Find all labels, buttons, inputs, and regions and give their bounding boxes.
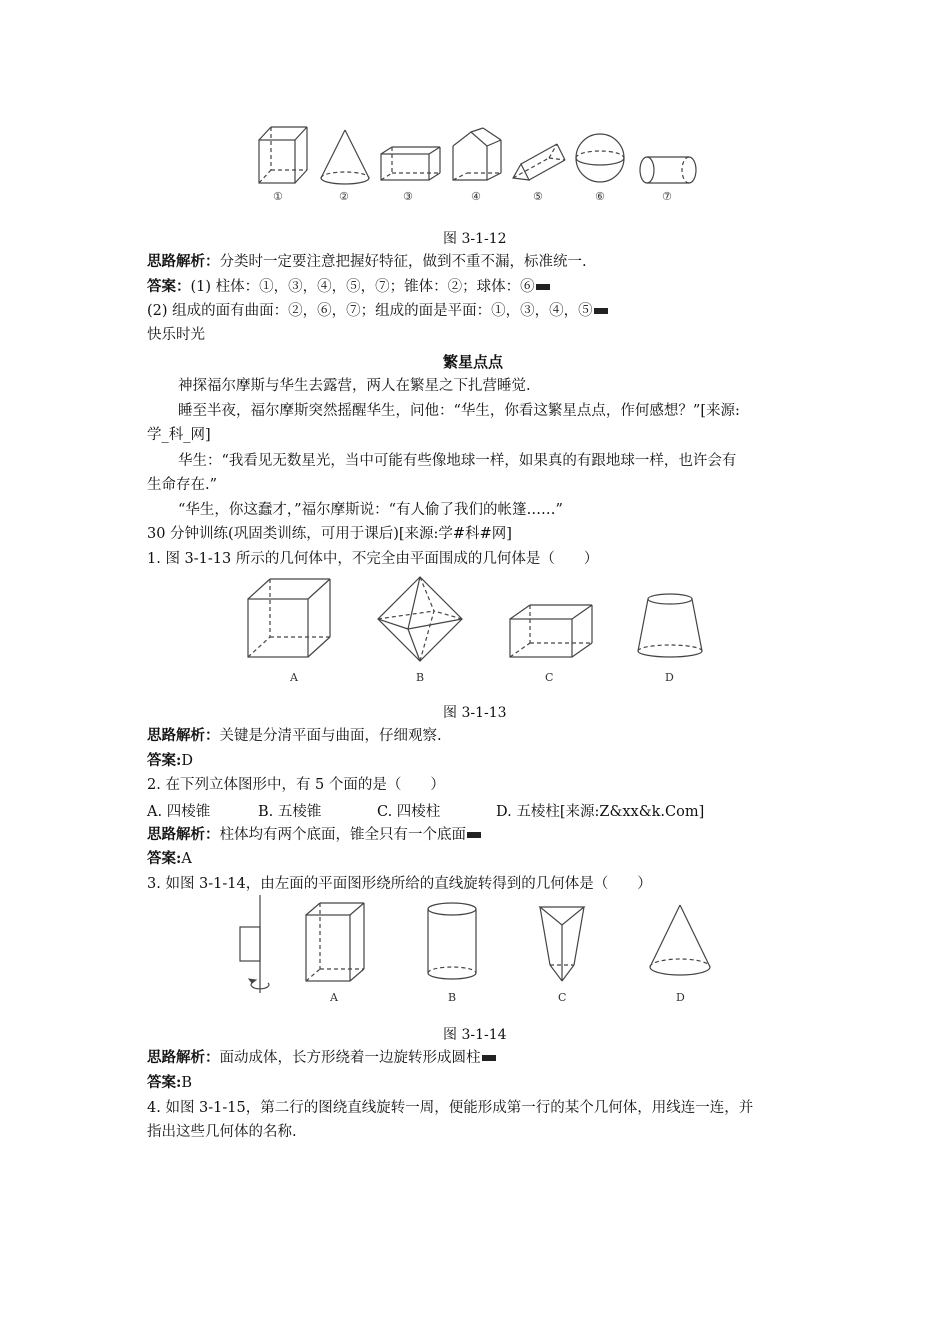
hint-text: 分类时一定要注意把握好特征，做到不重不漏，标准统一. bbox=[219, 254, 587, 270]
fig14-label-A: A bbox=[330, 991, 338, 1004]
hint-q3 bbox=[147, 1048, 496, 1068]
answer-text: A bbox=[181, 851, 192, 867]
fig12-label-6: ⑥ bbox=[595, 190, 605, 203]
triangular-prism-shape-C bbox=[540, 907, 584, 981]
question-2: 2. 在下列立体图形中，有 5 个面的是（ ） bbox=[147, 777, 445, 793]
fig13-label-C: C bbox=[545, 671, 554, 684]
hint-text: 面动成体，长方形绕着一边旋转形成圆柱 bbox=[219, 1050, 481, 1066]
fig14-label-D: D bbox=[676, 991, 685, 1004]
hint-12 bbox=[147, 252, 587, 272]
hint-text: 关键是分清平面与曲面，仔细观察. bbox=[219, 728, 442, 744]
triangular-prism-shape-5 bbox=[513, 144, 565, 180]
cone-shape-D bbox=[650, 905, 710, 975]
frustum-shape-D bbox=[638, 594, 702, 657]
pentagonal-prism-shape-4 bbox=[453, 128, 501, 180]
answer-text-1: (1) 柱体：①，③，④，⑤，⑦；锥体：②；球体：⑥ bbox=[190, 279, 535, 295]
fig12-label-3: ③ bbox=[403, 190, 413, 203]
figure-caption-3-1-13: 图 3-1-13 bbox=[443, 705, 507, 721]
mark-block bbox=[482, 1055, 496, 1061]
q2-option-B: B. 五棱锥 bbox=[258, 804, 322, 820]
cylinder-shape-B bbox=[428, 903, 476, 979]
q2-option-A: A. 四棱锥 bbox=[147, 804, 211, 820]
figure-3-1-14 bbox=[232, 895, 712, 1010]
cuboid-shape-C bbox=[510, 605, 592, 657]
answer-label: 答案： bbox=[147, 278, 191, 295]
story-p3a: 华生：“我看见无数星光，当中可能有些像地球一样，如果真的有跟地球一样，也许会有 bbox=[178, 453, 737, 469]
cube-shape-A bbox=[248, 579, 330, 657]
hint-q2 bbox=[147, 825, 481, 845]
hint-label: 思路解析： bbox=[147, 1049, 220, 1066]
octahedron-shape-B bbox=[378, 577, 462, 661]
cuboid-shape-3 bbox=[381, 147, 440, 180]
hint-label: 思路解析： bbox=[147, 253, 220, 270]
answer-q1 bbox=[147, 751, 193, 771]
hint-label: 思路解析： bbox=[147, 727, 220, 744]
figure-3-1-13 bbox=[240, 575, 710, 685]
mark-block bbox=[594, 308, 608, 314]
rotating-rectangle-figure bbox=[240, 895, 269, 993]
story-p1: 神探福尔摩斯与华生去露营，两人在繁星之下扎营睡觉. bbox=[178, 378, 531, 394]
fig13-label-B: B bbox=[416, 671, 425, 684]
fig13-label-D: D bbox=[665, 671, 674, 684]
figure-3-1-12 bbox=[245, 118, 705, 213]
answer-q3 bbox=[147, 1073, 192, 1093]
q2-option-C: C. 四棱柱 bbox=[377, 804, 441, 820]
sphere-shape-6 bbox=[576, 134, 624, 182]
cuboid-shape-A bbox=[306, 903, 364, 981]
story-p3b: 生命存在.” bbox=[147, 477, 218, 493]
fig12-label-5: ⑤ bbox=[533, 190, 543, 203]
answer-12-line2 bbox=[147, 301, 608, 321]
answer-q2 bbox=[147, 849, 192, 869]
mark-block bbox=[467, 832, 481, 838]
section-happy-time: 快乐时光 bbox=[147, 327, 205, 343]
fig12-label-4: ④ bbox=[471, 190, 481, 203]
story-p4: “华生，你这蠢才，”福尔摩斯说：“有人偷了我们的帐篷……” bbox=[178, 502, 563, 518]
q2-option-D: D. 五棱柱[来源:Z&xx&k.Com] bbox=[496, 804, 705, 820]
hint-text: 柱体均有两个底面，锥全只有一个底面 bbox=[219, 827, 466, 843]
mark-block bbox=[536, 284, 550, 290]
fig14-label-C: C bbox=[558, 991, 567, 1004]
fig12-label-2: ② bbox=[339, 190, 349, 203]
answer-label: 答案: bbox=[147, 1074, 182, 1091]
answer-12-line1 bbox=[147, 277, 550, 297]
question-4-line1: 4. 如图 3-1-15，第二行的图绕直线旋转一周，便能形成第一行的某个几何体，用线连一连，并 bbox=[147, 1100, 754, 1116]
cone-shape-2 bbox=[321, 130, 369, 184]
figure-caption-3-1-14: 图 3-1-14 bbox=[443, 1027, 507, 1043]
question-4-line2: 指出这些几何体的名称. bbox=[147, 1124, 297, 1140]
hint-q1 bbox=[147, 726, 442, 746]
question-1: 1. 图 3-1-13 所示的几何体中，不完全由平面围成的几何体是（ ） bbox=[147, 551, 599, 567]
hint-label: 思路解析： bbox=[147, 826, 220, 843]
training-heading: 30 分钟训练(巩固类训练，可用于课后)[来源:学#科#网] bbox=[147, 526, 512, 542]
answer-text-2: (2) 组成的面有曲面：②，⑥，⑦；组成的面是平面：①，③，④，⑤ bbox=[147, 303, 593, 319]
cylinder-shape-7 bbox=[640, 157, 696, 183]
fig12-label-1: ① bbox=[273, 190, 283, 203]
answer-text: B bbox=[181, 1075, 193, 1091]
figure-caption-3-1-12: 图 3-1-12 bbox=[443, 231, 507, 247]
answer-text: D bbox=[181, 753, 193, 769]
answer-label: 答案: bbox=[147, 850, 182, 867]
story-p2a: 睡至半夜，福尔摩斯突然摇醒华生，问他：“华生，你看这繁星点点，作何感想？”[来源: bbox=[178, 403, 740, 419]
fig12-label-7: ⑦ bbox=[662, 190, 672, 203]
fig13-label-A: A bbox=[290, 671, 298, 684]
story-title: 繁星点点 bbox=[443, 353, 504, 371]
question-3: 3. 如图 3-1-14，由左面的平面图形绕所给的直线旋转得到的几何体是（ ） bbox=[147, 876, 652, 892]
story-p2b: 学_科_网] bbox=[147, 427, 211, 443]
answer-label: 答案: bbox=[147, 752, 182, 769]
cube-shape-1 bbox=[259, 127, 307, 183]
fig14-label-B: B bbox=[448, 991, 457, 1004]
